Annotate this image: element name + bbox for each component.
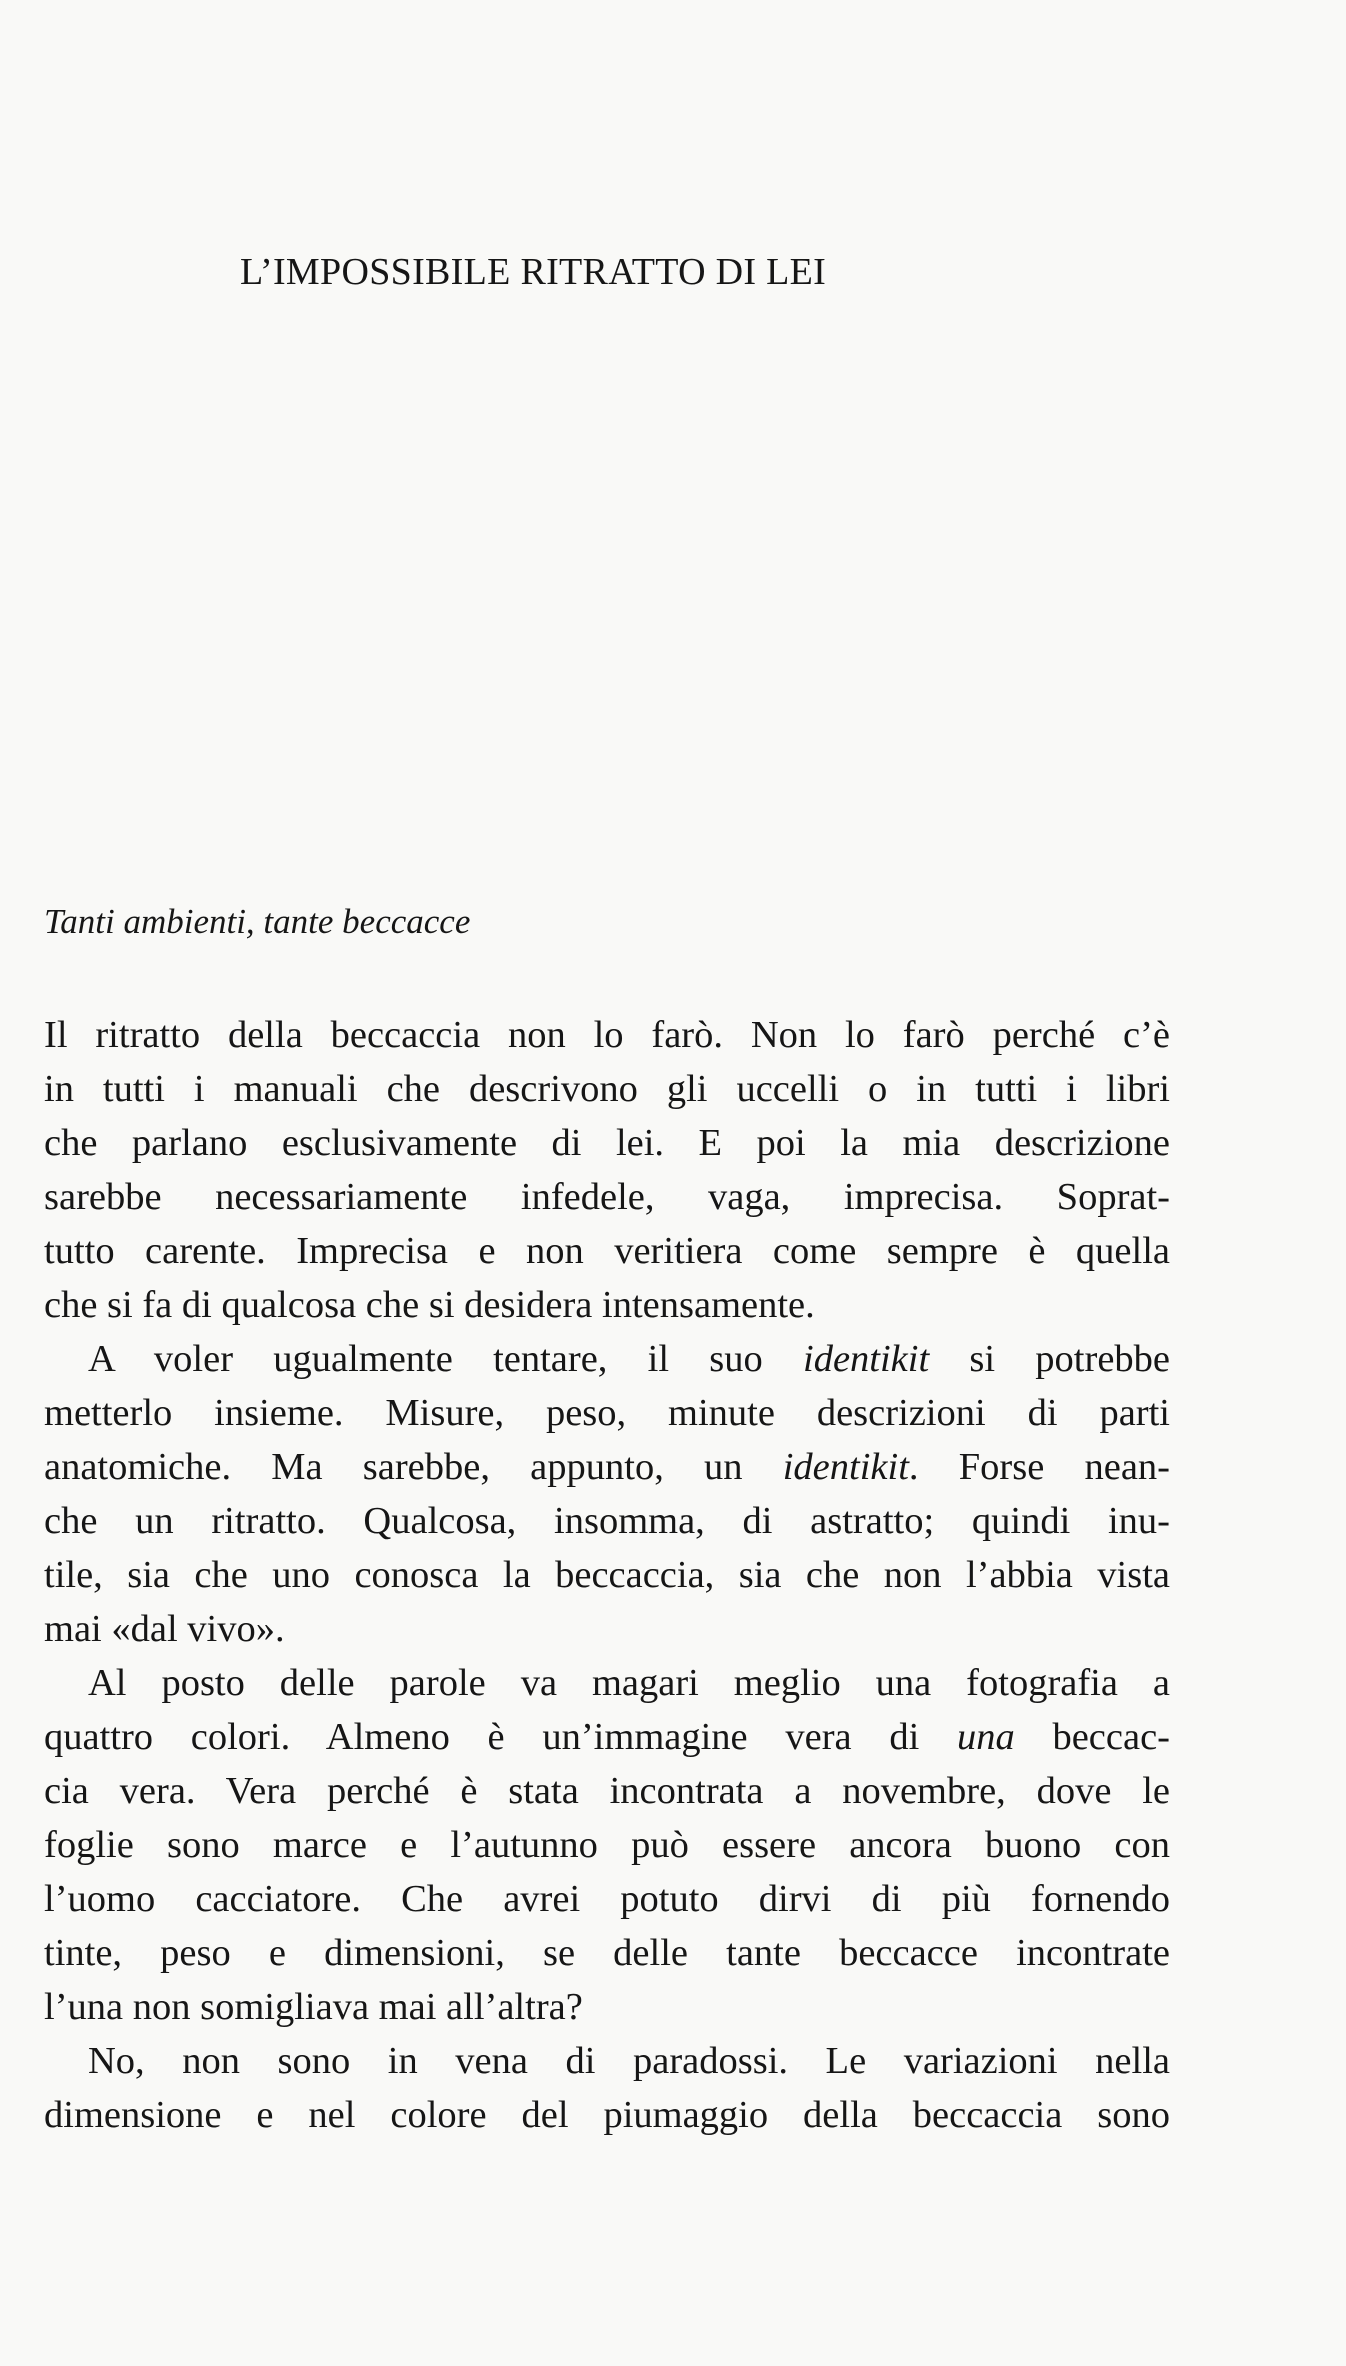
text-run: beccac- (1014, 1716, 1170, 1758)
chapter-title: L’IMPOSSIBILE RITRATTO DI LEI (240, 251, 827, 293)
text-line (44, 2088, 1170, 2142)
text-line (44, 1494, 1170, 1548)
text-run: No, non sono in vena di paradossi. Le variazioni nella (88, 2040, 1170, 2082)
text-line (44, 1764, 1170, 1818)
text-run: l’una non somigliava mai all’altra? (44, 1986, 583, 2028)
text-line (44, 1980, 1170, 2034)
text-line (44, 1656, 1170, 1710)
text-run: . Forse nean- (908, 1446, 1170, 1488)
paragraph (44, 1656, 1170, 2034)
text-run: tinte, peso e dimensioni, se delle tante beccacce incontrate (44, 1932, 1170, 1974)
italic-term: una (957, 1716, 1015, 1758)
section-heading: Tanti ambienti, tante beccacce (44, 902, 471, 941)
text-run: l’uomo cacciatore. Che avrei potuto dirvi di più fornendo (44, 1878, 1170, 1920)
italic-term: identikit (803, 1338, 930, 1380)
text-line (44, 2034, 1170, 2088)
text-run: sarebbe necessariamente infedele, vaga, imprecisa. Soprat- (44, 1176, 1170, 1218)
text-line (44, 1116, 1170, 1170)
text-line (44, 1440, 1170, 1494)
text-line (44, 1332, 1170, 1386)
text-line (44, 1926, 1170, 1980)
text-run: in tutti i manuali che descrivono gli uccelli o in tutti i libri (44, 1068, 1170, 1110)
text-run: quattro colori. Almeno è un’immagine vera di (44, 1716, 957, 1758)
text-run: A voler ugualmente tentare, il suo (88, 1338, 803, 1380)
text-run: Al posto delle parole va magari meglio una fotografia a (88, 1662, 1170, 1704)
text-run: Il ritratto della beccaccia non lo farò. Non lo farò perché c’è (44, 1014, 1170, 1056)
body-text (44, 1008, 1170, 2142)
text-run: dimensione e nel colore del piumaggio della beccaccia sono (44, 2094, 1170, 2136)
text-run: cia vera. Vera perché è stata incontrata a novembre, dove le (44, 1770, 1170, 1812)
text-run: foglie sono marce e l’autunno può essere ancora buono con (44, 1824, 1170, 1866)
text-run: tile, sia che uno conosca la beccaccia, sia che non l’abbia vista (44, 1554, 1170, 1596)
text-line (44, 1062, 1170, 1116)
text-run: tutto carente. Imprecisa e non veritiera come sempre è quella (44, 1230, 1170, 1272)
text-run: metterlo insieme. Misure, peso, minute descrizioni di parti (44, 1392, 1170, 1434)
paragraph (44, 1008, 1170, 1332)
text-run: mai «dal vivo». (44, 1608, 285, 1650)
text-line (44, 1548, 1170, 1602)
text-line (44, 1602, 1170, 1656)
paragraph (44, 1332, 1170, 1656)
text-line (44, 1008, 1170, 1062)
text-run: si potrebbe (929, 1338, 1171, 1380)
text-line (44, 1386, 1170, 1440)
text-line (44, 1710, 1170, 1764)
text-run: che un ritratto. Qualcosa, insomma, di astratto; quindi inu- (44, 1500, 1170, 1542)
text-line (44, 1224, 1170, 1278)
text-run: anatomiche. Ma sarebbe, appunto, un (44, 1446, 783, 1488)
paragraph (44, 2034, 1170, 2142)
italic-term: identikit (782, 1446, 909, 1488)
text-run: che parlano esclusivamente di lei. E poi la mia descrizione (44, 1122, 1170, 1164)
text-line (44, 1818, 1170, 1872)
text-line (44, 1872, 1170, 1926)
text-run: che si fa di qualcosa che si desidera intensamente. (44, 1284, 815, 1326)
text-line (44, 1278, 1170, 1332)
text-line (44, 1170, 1170, 1224)
